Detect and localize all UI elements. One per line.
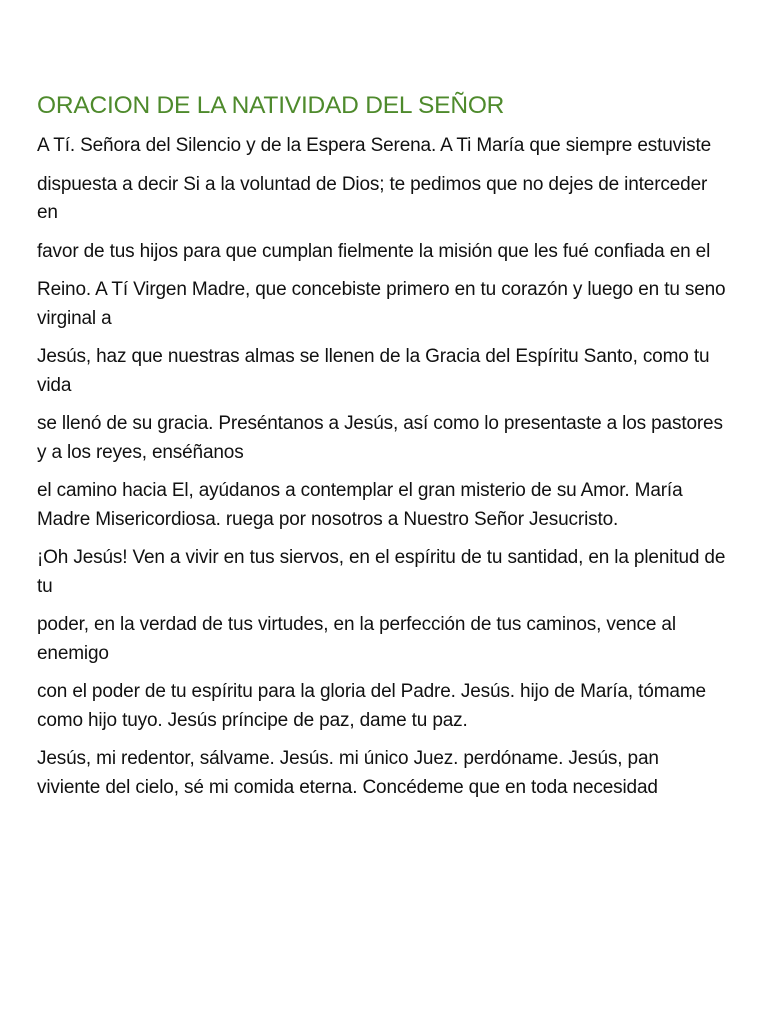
paragraph-5: Jesús, haz que nuestras almas se llenen de la Gracia del Espíritu Santo, como tu vida	[37, 346, 710, 396]
paragraph-7: el camino hacia El, ayúdanos a contemplar el gran misterio de su Amor. María Madre Misericordiosa. ruega por nosotros a Nuestro Señor Jesucristo.	[37, 480, 683, 530]
paragraph-6: se llenó de su gracia. Preséntanos a Jesús, así como lo presentaste a los pastores y a los reyes, enséñanos	[37, 413, 723, 463]
paragraph-10: con el poder de tu espíritu para la gloria del Padre. Jesús. hijo de María, tómame como hijo tuyo. Jesús príncipe de paz, dame tu paz.	[37, 681, 706, 731]
paragraph-9: poder, en la verdad de tus virtudes, en la perfección de tus caminos, vence al enemigo	[37, 614, 676, 664]
document-title: ORACION DE LA NATIVIDAD DEL SEÑOR	[37, 92, 505, 119]
paragraph-4: Reino. A Tí Virgen Madre, que concebiste primero en tu corazón y luego en tu seno virginal a	[37, 279, 726, 329]
paragraph-3: favor de tus hijos para que cumplan fielmente la misión que les fué confiada en el	[37, 240, 711, 262]
paragraph-8: ¡Oh Jesús! Ven a vivir en tus siervos, en el espíritu de tu santidad, en la plenitud de tu	[37, 547, 726, 597]
paragraph-1: A Tí. Señora del Silencio y de la Espera Serena. A Ti María que siempre estuviste	[37, 135, 711, 156]
document-page	[37, 88, 727, 812]
paragraph-2: dispuesta a decir Si a la voluntad de Dios; te pedimos que no dejes de interceder en	[37, 173, 708, 223]
paragraph-11: Jesús, mi redentor, sálvame. Jesús. mi único Juez. perdóname. Jesús, pan viviente del cielo, sé mi comida eterna. Concédeme que en toda necesidad	[37, 748, 659, 798]
